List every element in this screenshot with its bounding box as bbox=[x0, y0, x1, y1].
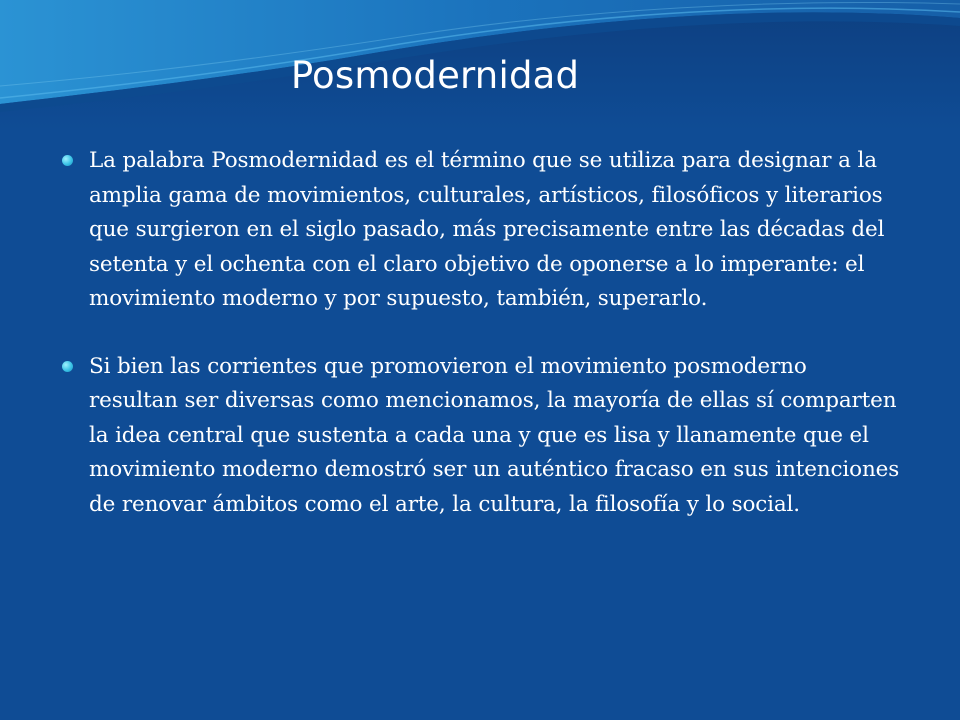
bullet-dot-icon bbox=[62, 361, 73, 372]
bullet-item bbox=[60, 144, 900, 317]
bullet-list bbox=[60, 144, 900, 522]
bullet-dot-icon bbox=[62, 155, 73, 166]
bullet-item bbox=[60, 350, 900, 523]
slide-title: Posmodernidad bbox=[290, 54, 580, 97]
bullet-text: Si bien las corrientes que promovieron el movimiento posmoderno resultan ser diversas como mencionamos, la mayoría de ellas sí comparten la idea central que sustenta a cada una y que es lisa y llanamente que el movimiento moderno demostró ser un auténtico fracaso en sus intenciones de renovar ámbitos como el arte, la cultura, la filosofía y lo social. bbox=[89, 353, 900, 517]
bullet-text: La palabra Posmodernidad es el término que se utiliza para designar a la amplia gama de movimientos, culturales, artísticos, filosóficos y literarios que surgieron en el siglo pasado, más precisamente entre las décadas del setenta y el ochenta con el claro objetivo de oponerse a lo imperante: el movimiento moderno y por supuesto, también, superarlo. bbox=[89, 148, 885, 311]
